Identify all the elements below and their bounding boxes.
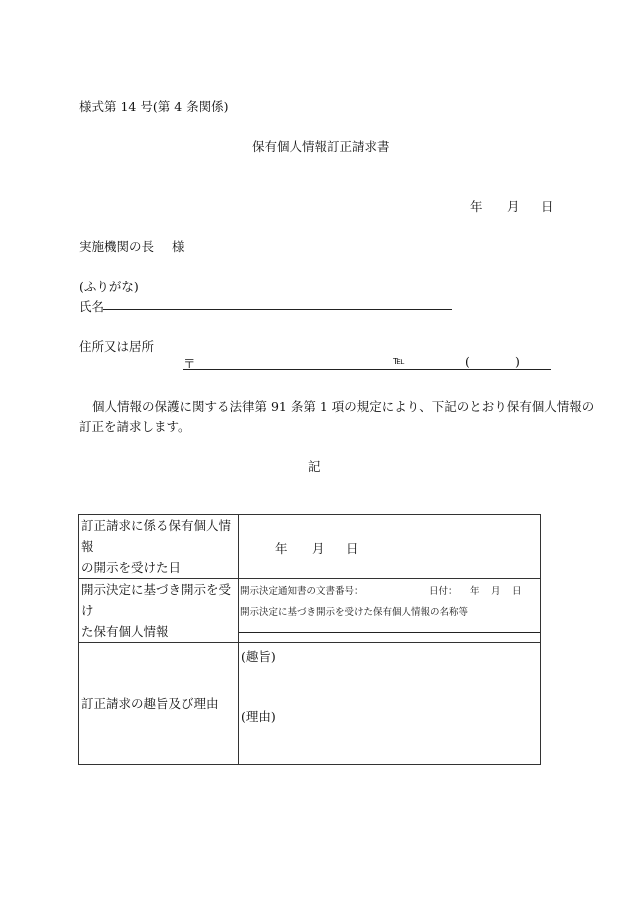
- row1-label-line2: の開示を受けた日: [81, 560, 182, 575]
- row1-year: 年: [275, 540, 288, 556]
- address-label: 住所又は居所: [79, 339, 155, 354]
- body-text-line2: 訂正を請求します。: [79, 419, 191, 434]
- row3-purpose-label: (趣旨): [241, 649, 276, 664]
- row1-label-line1: 訂正請求に係る保有個人情報: [81, 518, 232, 554]
- furigana-label: (ふりがな): [79, 279, 139, 294]
- date-year: 年: [470, 199, 483, 214]
- body-text-line1: 個人情報の保護に関する法律第 91 条第 1 項の規定により、下記のとおり保有個人情報の: [92, 399, 595, 414]
- paren-close: ): [515, 354, 520, 369]
- date-month: 月: [507, 199, 520, 214]
- row3-reason-label: (理由): [241, 709, 276, 724]
- row3-value-cell[interactable]: [239, 643, 541, 765]
- row3-label: 訂正請求の趣旨及び理由: [81, 696, 219, 711]
- page-title: 保有個人情報訂正請求書: [252, 139, 390, 154]
- row2-month: 月: [491, 586, 501, 597]
- row2-info-name-label: 開示決定に基づき開示を受けた保有個人情報の名称等: [240, 607, 469, 618]
- table-row: [79, 515, 541, 579]
- row2-label-cell: [79, 579, 239, 643]
- address-underline: [183, 369, 551, 370]
- row1-label-cell: [79, 515, 239, 579]
- row1-day: 日: [346, 540, 359, 556]
- addressee-honorific: 様: [172, 239, 185, 254]
- postal-mark: 〒: [183, 356, 196, 371]
- paren-open: (: [465, 354, 470, 369]
- row2-day: 日: [512, 586, 522, 597]
- table-row: [79, 643, 541, 765]
- tel-mark: ℡: [393, 354, 405, 367]
- name-label: 氏名: [79, 299, 105, 314]
- ki-heading: 記: [308, 459, 321, 474]
- row2-doc-number-label: 開示決定通知書の文書番号：: [240, 586, 364, 597]
- addressee-label: 実施機関の長: [79, 239, 155, 254]
- row2-year: 年: [470, 586, 480, 597]
- row2-label-line1: 開示決定に基づき開示を受け: [81, 582, 232, 618]
- row2-inner-divider: [239, 632, 540, 633]
- name-underline: [103, 309, 452, 310]
- row1-value-cell[interactable]: [239, 515, 541, 579]
- row3-label-cell: [79, 643, 239, 765]
- row2-date-label: 日付：: [429, 586, 458, 597]
- row2-value-cell[interactable]: [239, 579, 541, 643]
- row1-month: 月: [312, 540, 325, 556]
- form-number: 様式第 14 号(第 4 条関係): [79, 99, 229, 114]
- table-row: [79, 579, 541, 643]
- request-table: [78, 514, 541, 765]
- date-day: 日: [541, 199, 554, 214]
- row2-label-line2: た保有個人情報: [81, 624, 169, 639]
